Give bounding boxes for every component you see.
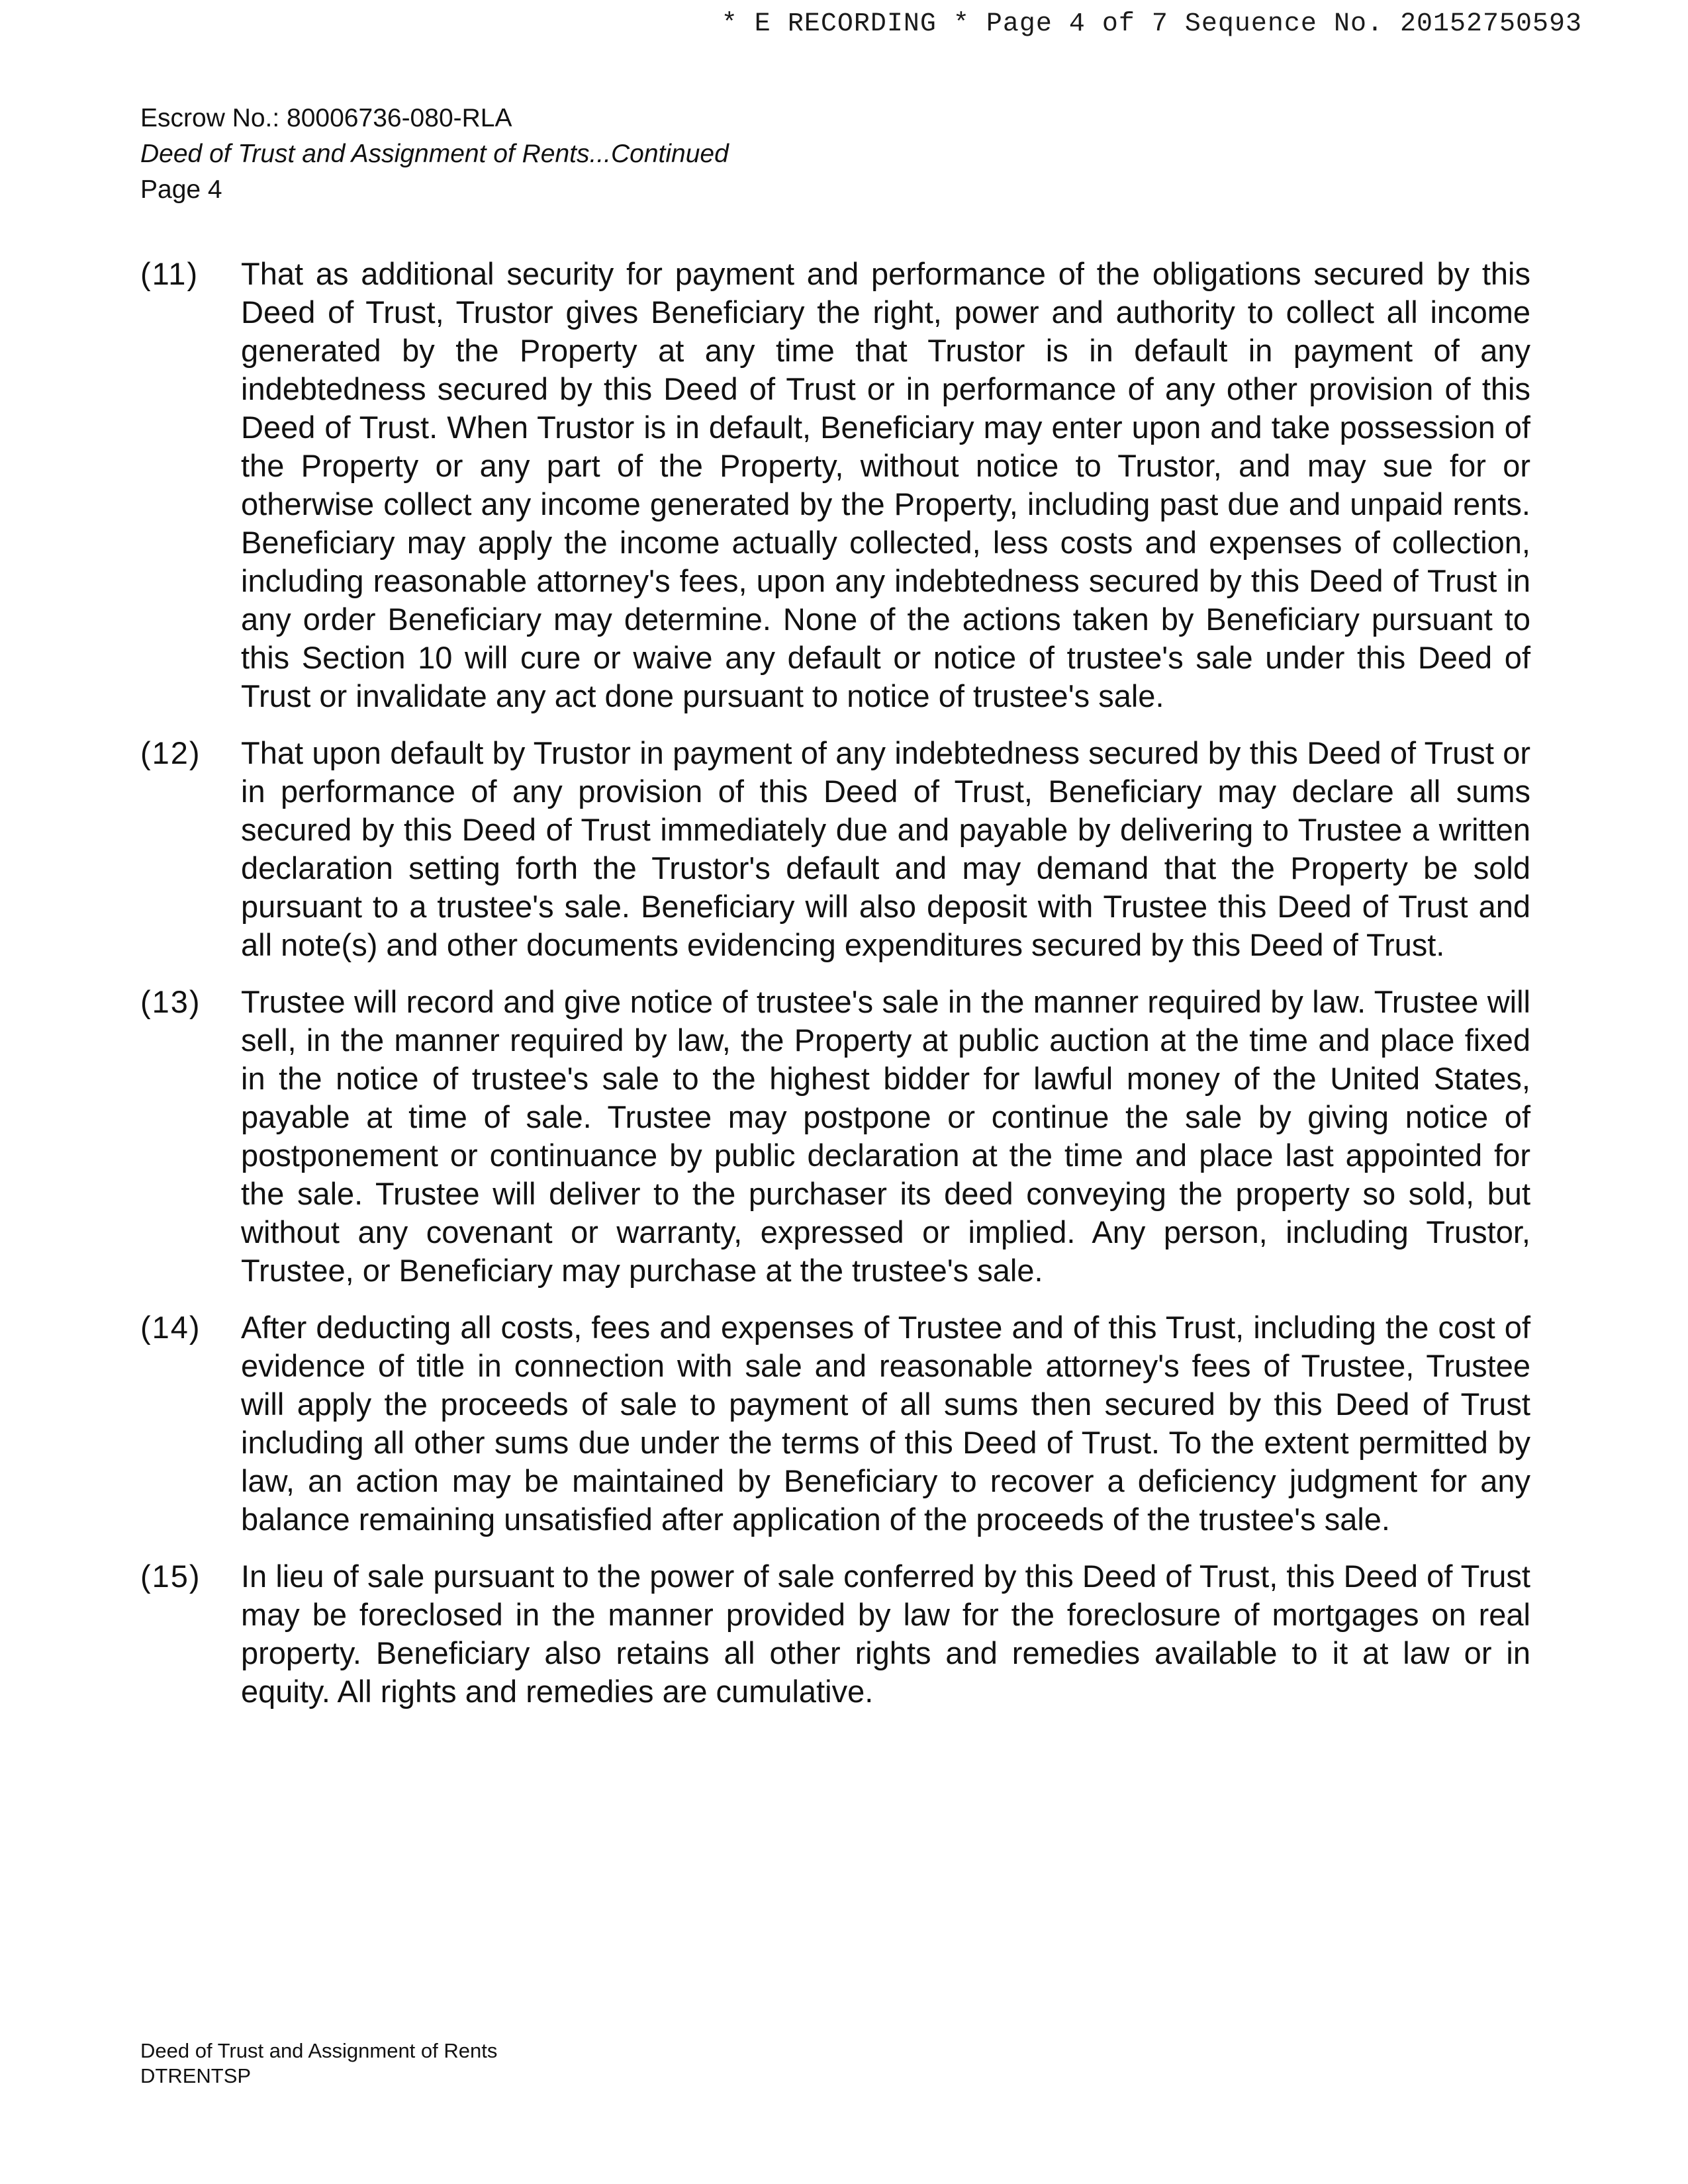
- section-text: Trustee will record and give notice of trustee's sale in the manner required by law. Trustee will sell, in the manner required by law, the Property at public auction at the time and place fixed in the notice of trustee's sale to the highest bidder for lawful money of the United States, payable at time of sale. Trustee may postpone or continue the sale by giving notice of postponement or continuance by public declaration at the time and place last appointed for the sale. Trustee will deliver to the purchaser its deed conveying the property so sold, but without any covenant or warranty, expressed or implied. Any person, including Trustor, Trustee, or Beneficiary may purchase at the trustee's sale.: [241, 984, 1530, 1288]
- section-number: (14): [140, 1310, 201, 1345]
- document-header: [140, 101, 729, 208]
- section-12: [140, 734, 1530, 964]
- section-number: (12): [140, 735, 201, 770]
- section-number: (13): [140, 984, 201, 1019]
- document-footer: [140, 2038, 497, 2089]
- document-subtitle: Deed of Trust and Assignment of Rents...Continued: [140, 140, 729, 168]
- section-text: In lieu of sale pursuant to the power of sale conferred by this Deed of Trust, this Deed of Trust may be foreclosed in the manner provided by law for the foreclosure of mortgages on real property. Beneficiary also retains all other rights and remedies available to it at law or in equity. All rights and remedies are cumulative.: [241, 1559, 1530, 1709]
- section-text: That as additional security for payment and performance of the obligations secured by this Deed of Trust, Trustor gives Beneficiary the right, power and authority to collect all income generated by the Property at any time that Trustor is in default in payment of any indebtedness secured by this Deed of Trust or in performance of any other provision of this Deed of Trust. When Trustor is in default, Beneficiary may enter upon and take possession of the Property or any part of the Property, without notice to Trustor, and may sue for or otherwise collect any income generated by the Property, including past due and unpaid rents. Beneficiary may apply the income actually collected, less costs and expenses of collection, including reasonable attorney's fees, upon any indebtedness secured by this Deed of Trust in any order Beneficiary may determine. None of the actions taken by Beneficiary pursuant to this Section 10 will cure or waive any default or notice of trustee's sale under this Deed of Trust or invalidate any act done pursuant to notice of trustee's sale.: [241, 256, 1530, 713]
- section-number: (11): [140, 256, 199, 291]
- section-15: [140, 1557, 1530, 1711]
- recording-stamp: * E RECORDING * Page 4 of 7 Sequence No. 20152750593: [721, 9, 1582, 39]
- footer-code: DTRENTSP: [140, 2064, 252, 2087]
- section-number: (15): [140, 1559, 201, 1594]
- section-13: [140, 983, 1530, 1290]
- section-text: After deducting all costs, fees and expenses of Trustee and of this Trust, including the cost of evidence of title in connection with sale and reasonable attorney's fees of Trustee, Trustee will apply the proceeds of sale to payment of all sums then secured by this Deed of Trust including all other sums due under the terms of this Deed of Trust. To the extent permitted by law, an action may be maintained by Beneficiary to recover a deficiency judgment for any balance remaining unsatisfied after application of the proceeds of the trustee's sale.: [241, 1310, 1530, 1537]
- section-text: That upon default by Trustor in payment of any indebtedness secured by this Deed of Trust or in performance of any provision of this Deed of Trust, Beneficiary may declare all sums secured by this Deed of Trust immediately due and payable by delivering to Trustee a written declaration setting forth the Trustor's default and may demand that the Property be sold pursuant to a trustee's sale. Beneficiary will also deposit with Trustee this Deed of Trust and all note(s) and other documents evidencing expenditures secured by this Deed of Trust.: [241, 735, 1530, 962]
- sections-list: [140, 255, 1530, 1729]
- page-number: Page 4: [140, 175, 222, 204]
- escrow-number: Escrow No.: 80006736-080-RLA: [140, 104, 512, 132]
- footer-title: Deed of Trust and Assignment of Rents: [140, 2039, 498, 2062]
- section-11: [140, 255, 1530, 715]
- section-14: [140, 1308, 1530, 1539]
